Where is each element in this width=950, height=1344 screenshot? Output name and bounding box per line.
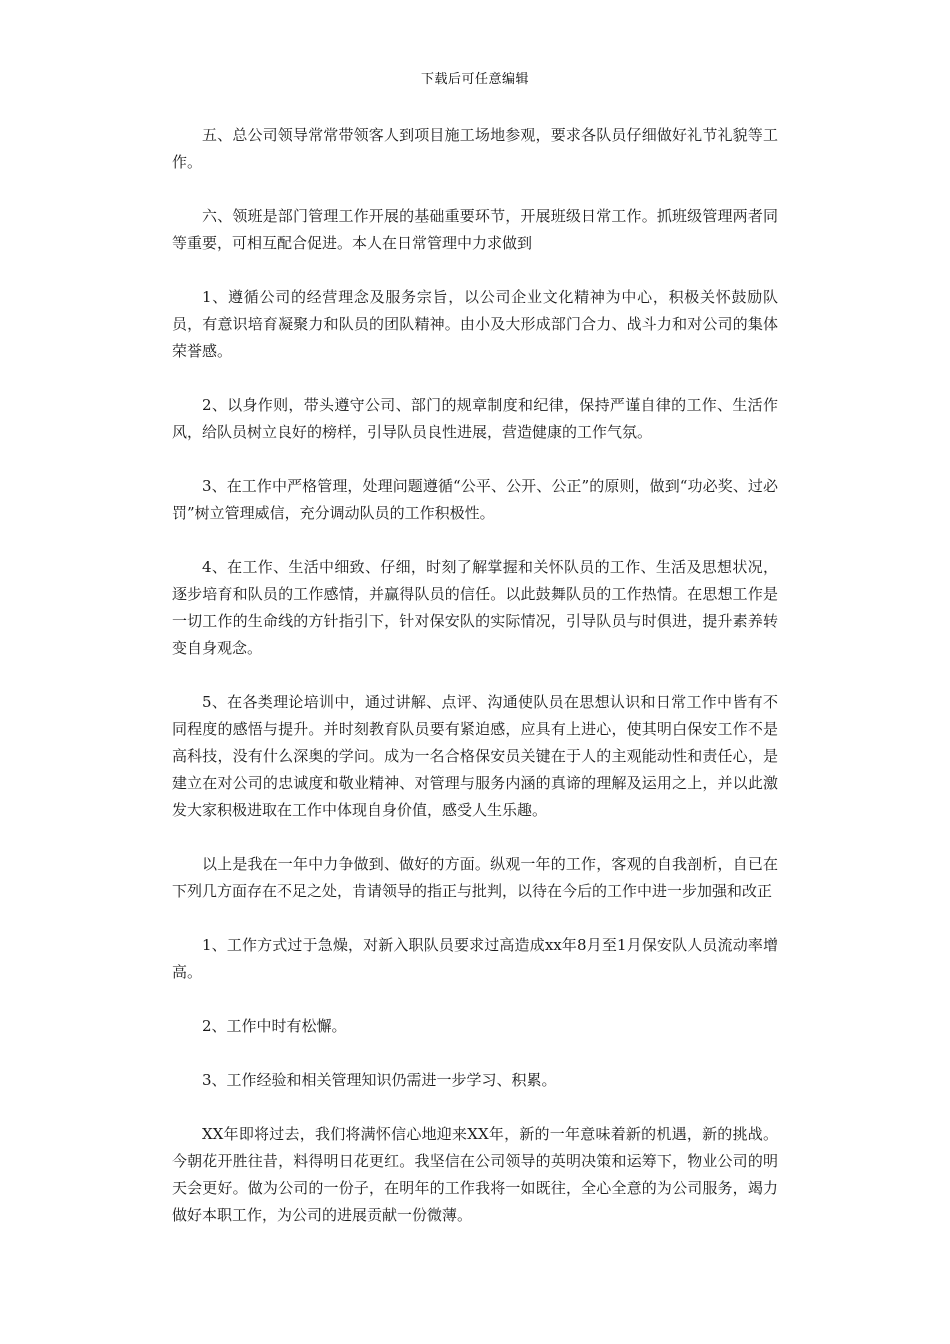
paragraph-item-3-strict-management: 3、在工作中严格管理，处理问题遵循“公平、公开、公正”的原则，做到“功必奖、过必罚”树立管理威信，充分调动队员的工作积极性。 [172, 477, 778, 522]
document-body [172, 122, 778, 1256]
paragraph-5-guest-visits: 五、总公司领导常常带领客人到项目施工场地参观，要求各队员仔细做好礼节礼貌等工作。 [172, 126, 778, 171]
paragraph-shortcoming-1: 1、工作方式过于急燥，对新入职队员要求过高造成xx年8月至1月保安队人员流动率增高。 [172, 936, 778, 981]
paragraph-shortcoming-2: 2、工作中时有松懈。 [202, 1017, 347, 1035]
paragraph-item-5-training: 5、在各类理论培训中，通过讲解、点评、沟通使队员在思想认识和日常工作中皆有不同程度的感悟与提升。并时刻教育队员要有紧迫感，应具有上进心，使其明白保安工作不是高科技，没有什么深奥的学问。成为一名合格保安员关键在于人的主观能动性和责任心，是建立在对公司的忠诚度和敬业精神、对管理与服务内涵的真谛的理解及运用之上，并以此激发大家积极进取在工作中体现自身价值，感受人生乐趣。 [172, 693, 778, 819]
paragraph-summary: 以上是我在一年中力争做到、做好的方面。纵观一年的工作，客观的自我剖析，自已在下列几方面存在不足之处，肯请领导的指正与批判，以待在今后的工作中进一步加强和改正 [172, 855, 778, 900]
paragraph-item-2-example: 2、以身作则，带头遵守公司、部门的规章制度和纪律，保持严谨自律的工作、生活作风，给队员树立良好的榜样，引导队员良性进展，营造健康的工作气氛。 [172, 396, 778, 441]
paragraph-item-1-culture: 1、遵循公司的经营理念及服务宗旨，以公司企业文化精神为中心，积极关怀鼓励队员，有意识培育凝聚力和队员的团队精神。由小及大形成部门合力、战斗力和对公司的集体荣誉感。 [172, 288, 778, 360]
paragraph-shortcoming-3: 3、工作经验和相关管理知识仍需进一步学习、积累。 [202, 1071, 557, 1089]
paragraph-item-4-care: 4、在工作、生活中细致、仔细，时刻了解掌握和关怀队员的工作、生活及思想状况，逐步培育和队员的工作感情，并赢得队员的信任。以此鼓舞队员的工作热情。在思想工作是一切工作的生命线的方针指引下，针对保安队的实际情况，引导队员与时俱进，提升素养转变自身观念。 [172, 558, 778, 657]
paragraph-6-team-leader: 六、领班是部门管理工作开展的基础重要环节，开展班级日常工作。抓班级管理两者同等重要，可相互配合促进。本人在日常管理中力求做到 [172, 207, 778, 252]
header-note: 下载后可任意编辑 [420, 72, 529, 87]
paragraph-closing: XX年即将过去，我们将满怀信心地迎来XX年，新的一年意味着新的机遇，新的挑战。今朝花开胜往昔，料得明日花更红。我坚信在公司领导的英明决策和运筹下，物业公司的明天会更好。做为公司的一份子，在明年的工作我将一如既往，全心全意的为公司服务，竭力做好本职工作，为公司的进展贡献一份微薄。 [172, 1125, 778, 1224]
